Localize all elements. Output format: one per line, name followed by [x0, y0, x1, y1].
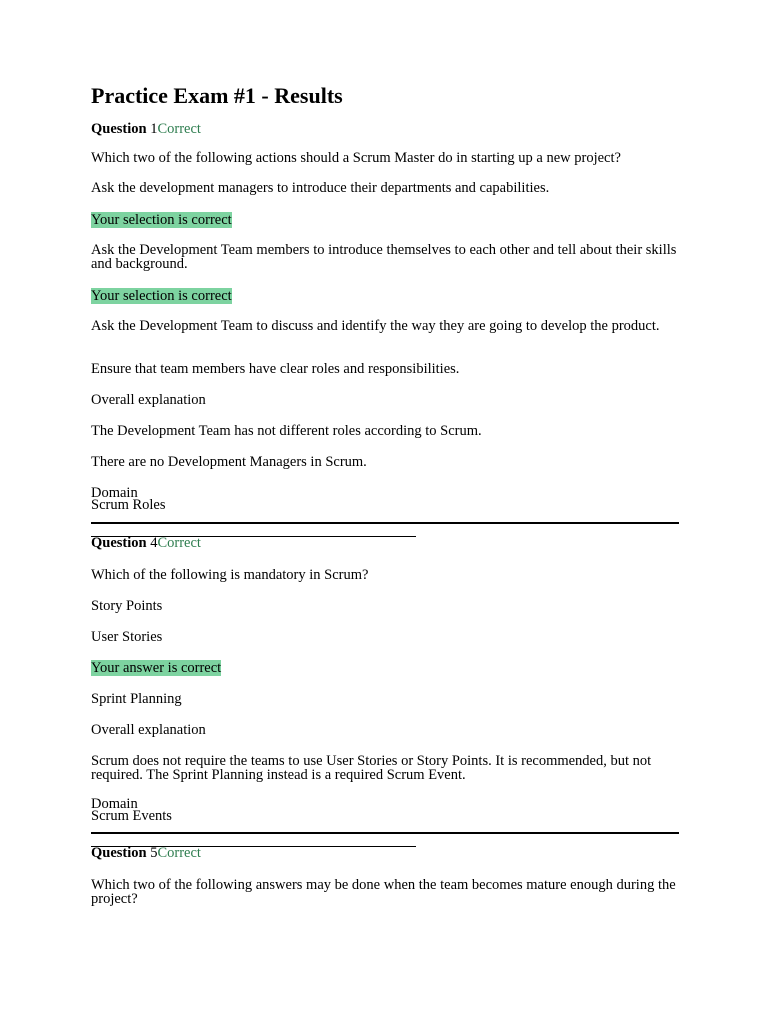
question-5-header	[91, 844, 201, 862]
feedback-badge	[91, 211, 232, 229]
answer-option: Sprint Planning	[91, 691, 182, 707]
domain-label: Domain	[91, 796, 138, 812]
feedback-badge	[91, 659, 221, 677]
explanation-text: The Development Team has not different roles according to Scrum.	[91, 423, 482, 439]
answer-option: Ask the Development Team members to introduce themselves to each other and tell about their skills and background.	[91, 242, 677, 272]
question-status: Correct	[157, 121, 201, 137]
domain-value: Scrum Events	[91, 808, 172, 824]
question-prompt: Which of the following is mandatory in Scrum?	[91, 567, 369, 583]
feedback-text: Your answer is correct	[91, 660, 222, 676]
answer-option: User Stories	[91, 629, 163, 645]
explanation-text: There are no Development Managers in Scrum.	[91, 454, 367, 470]
question-prompt: Which two of the following actions should a Scrum Master do in starting up a new project?	[91, 150, 621, 166]
explanation-heading: Overall explanation	[91, 722, 206, 738]
feedback-badge	[91, 287, 232, 305]
question-status: Correct	[157, 845, 201, 861]
domain-label: Domain	[91, 485, 138, 501]
question-prompt: Which two of the following answers may be done when the team becomes mature enough during the project?	[91, 877, 676, 907]
question-1-header	[91, 120, 201, 138]
question-status: Correct	[157, 535, 201, 551]
question-4-header	[91, 534, 201, 552]
question-number: 5	[150, 845, 158, 861]
separator	[91, 522, 679, 524]
answer-option: Story Points	[91, 598, 163, 614]
question-label: Question	[91, 535, 147, 551]
explanation-heading: Overall explanation	[91, 392, 206, 408]
separator	[91, 832, 679, 834]
page-title: Practice Exam #1 - Results	[91, 83, 343, 108]
question-number: 4	[150, 535, 158, 551]
feedback-text: Your selection is correct	[91, 212, 232, 228]
answer-option: Ask the development managers to introduce their departments and capabilities.	[91, 180, 550, 196]
question-label: Question	[91, 121, 147, 137]
domain-value: Scrum Roles	[91, 497, 166, 513]
explanation-text: Scrum does not require the teams to use User Stories or Story Points. It is recommended, but not required. The Sprint Planning instead is a required Scrum Event.	[91, 753, 652, 783]
answer-option: Ensure that team members have clear roles and responsibilities.	[91, 361, 460, 377]
question-number: 1	[150, 121, 158, 137]
feedback-text: Your selection is correct	[91, 288, 232, 304]
answer-option: Ask the Development Team to discuss and identify the way they are going to develop the product.	[91, 318, 660, 334]
question-label: Question	[91, 845, 147, 861]
